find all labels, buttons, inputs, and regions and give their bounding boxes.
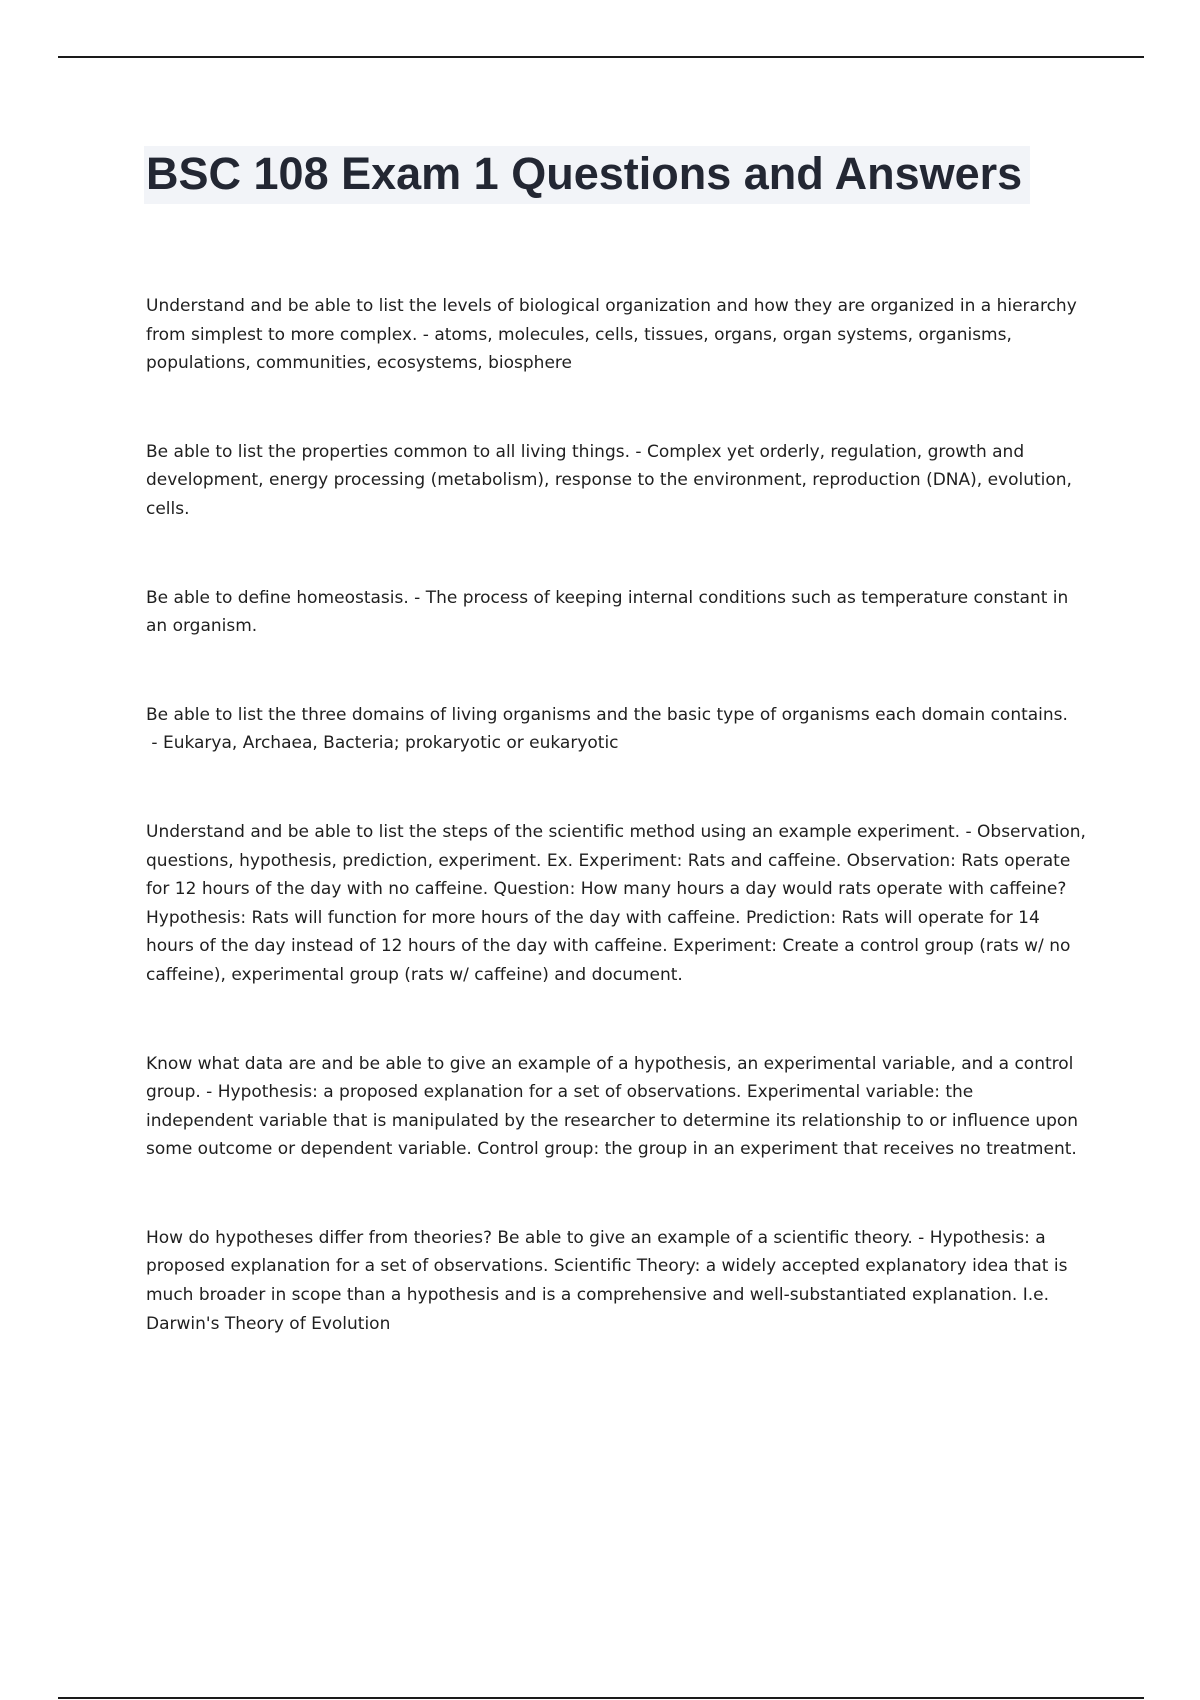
answer-text: Hypothesis: a proposed explanation for a set of observations. Scientific Theory: a widely accepted explanatory idea that is much broader in scope than a hypothesis and is a comprehensive and well-substantiated explanation. I.e. Darwin's Theory of Evolution xyxy=(146,1227,1068,1334)
question-text: Be able to list the properties common to all living things. xyxy=(146,441,630,462)
qa-item: Understand and be able to list the levels of biological organization and how they are organized in a hierarchy from simplest to more complex. - atoms, molecules, cells, tissues, organs, organ systems, organisms, populations, communities, ecosystems, biosphere xyxy=(146,296,1077,374)
bottom-rule xyxy=(58,1697,1144,1699)
qa-item: Be able to define homeostasis. - The process of keeping internal conditions such as temperature constant in an organism. xyxy=(146,587,1069,637)
qa-item: Know what data are and be able to give an example of a hypothesis, an experimental variable, and a control group. - Hypothesis: a proposed explanation for a set of observations. Experimental variable: the independent variable that is manipulated by the researcher to determine its relationship to or influence upon some outcome or dependent variable. Control group: the group in an experiment that receives no treatment. xyxy=(146,1053,1079,1160)
question-text: Know what data are and be able to give an example of a hypothesis, an experimental variable, and a control group. xyxy=(146,1053,1074,1103)
qa-item: How do hypotheses differ from theories? Be able to give an example of a scientific theory. - Hypothesis: a proposed explanation for a set of observations. Scientific Theory: a widely accepted explanatory idea that is much broader in scope than a hypothesis and is a comprehensive and well-substantiated explanation. I.e. Darwin's Theory of Evolution xyxy=(146,1227,1068,1334)
top-rule xyxy=(58,56,1144,58)
answer-text: Hypothesis: a proposed explanation for a set of observations. Experimental variable: the independent variable that is manipulated by the researcher to determine its relationship to or influence upon some outcome or dependent variable. Control group: the group in an experiment that receives no treatment. xyxy=(146,1082,1079,1160)
qa-item: Understand and be able to list the steps of the scientific method using an example experiment. - Observation, questions, hypothesis, prediction, experiment. Ex. Experiment: Rats and caffeine. Observation: Rats operate for 12 hours of the day with no caffeine. Question: How many hours a day would rats operate with caffeine? Hypothesis: Rats will function for more hours of the day with caffeine. Prediction: Rats will operate for 14 hours of the day instead of 12 hours of the day with caffeine. Experiment: Create a control group (rats w/ no caffeine), experimental group (rats w/ caffeine) and document. xyxy=(146,821,1086,985)
question-text: Be able to list the three domains of living organisms and the basic type of organisms each domain contains. xyxy=(146,704,1068,725)
answer-text: atoms, molecules, cells, tissues, organs, organ systems, organisms, populations, communities, ecosystems, biosphere xyxy=(146,324,1012,374)
answer-text: The process of keeping internal conditions such as temperature constant in an organism. xyxy=(146,587,1069,637)
qa-item: Be able to list the properties common to all living things. - Complex yet orderly, regulation, growth and development, energy processing (metabolism), response to the environment, reproduction (DNA), evolution, cells. xyxy=(146,441,1072,519)
question-text: Be able to define homeostasis. xyxy=(146,587,409,608)
answer-text: Eukarya, Archaea, Bacteria; prokaryotic or eukaryotic xyxy=(162,733,619,754)
question-text: Understand and be able to list the levels of biological organization and how they are organized in a hierarchy from simplest to more complex. xyxy=(146,296,1077,345)
answer-text: Complex yet orderly, regulation, growth and development, energy processing (metabolism), response to the environment, reproduction (DNA), evolution, cells. xyxy=(146,441,1072,519)
question-text: How do hypotheses differ from theories? Be able to give an example of a scientific theory. xyxy=(146,1227,913,1248)
page-title: BSC 108 Exam 1 Questions and Answers xyxy=(146,148,1023,199)
qa-list xyxy=(146,292,1086,1398)
answer-text: Observation, questions, hypothesis, prediction, experiment. Ex. Experiment: Rats and caffeine. Observation: Rats operate for 12 hours of the day with no caffeine. Question: How many hours a day would rats operate with caffeine? Hypothesis: Rats will function for more hours of the day with caffeine. Prediction: Rats will operate for 14 hours of the day instead of 12 hours of the day with caffeine. Experiment: Create a control group (rats w/ no caffeine), experimental group (rats w/ caffeine) and document. xyxy=(146,821,1086,985)
question-text: Understand and be able to list the steps of the scientific method using an example experiment. xyxy=(146,821,961,842)
title-block xyxy=(144,146,1030,204)
qa-item: Be able to list the three domains of living organisms and the basic type of organisms each domain contains. - Eukarya, Archaea, Bacteria; prokaryotic or eukaryotic xyxy=(146,704,1068,754)
